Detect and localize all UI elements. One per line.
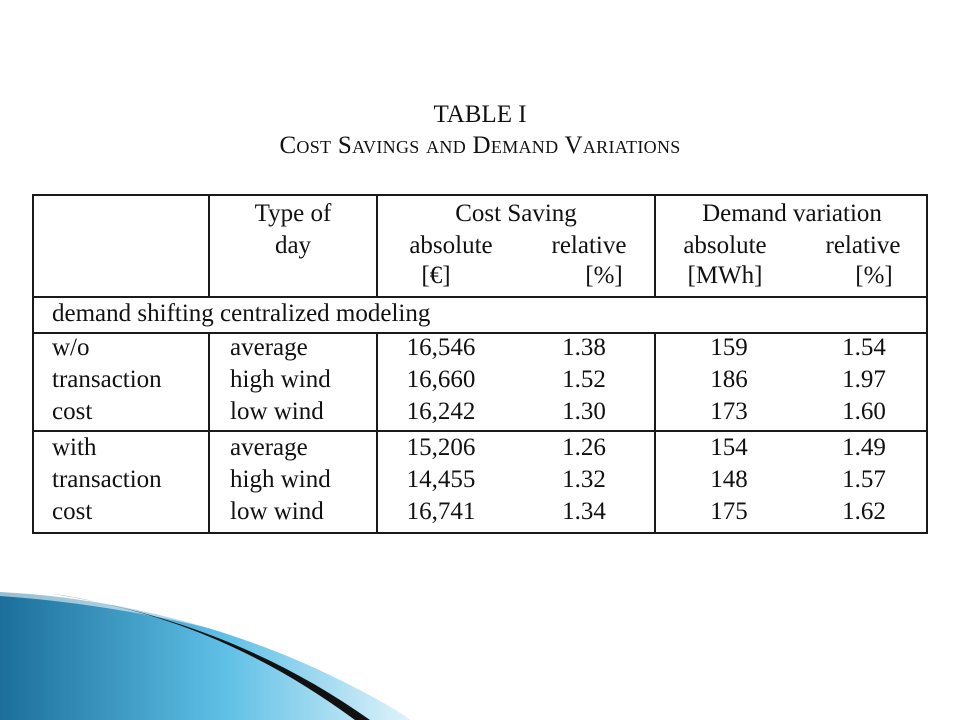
blue-wave-shape xyxy=(0,592,410,720)
table-cell-day: low wind xyxy=(230,498,324,525)
table-cell-day: low wind xyxy=(230,398,324,425)
table-cell-dem-abs: 148 xyxy=(710,466,748,493)
table-cell-cost-abs: 16,242 xyxy=(406,398,476,425)
table-cell-cost-abs: 16,546 xyxy=(406,334,476,361)
header-cost-absolute: absolute xyxy=(409,232,493,259)
table-cell-cost-abs: 16,660 xyxy=(406,366,476,393)
table-cell-cost-abs: 15,206 xyxy=(406,434,476,461)
table-cell-cost-abs: 14,455 xyxy=(406,466,476,493)
table-title: Cost Savings and Demand Variations xyxy=(279,132,681,159)
header-demand-relative: relative xyxy=(825,232,901,259)
group-label-line: transaction xyxy=(52,466,162,493)
group-label-line: cost xyxy=(52,398,93,425)
header-cost-relative: relative xyxy=(551,232,627,259)
table-cell-day: average xyxy=(230,434,308,461)
table-cell-dem-abs: 175 xyxy=(710,498,748,525)
table-cell-dem-rel: 1.60 xyxy=(842,398,886,425)
table-cell-dem-rel: 1.97 xyxy=(842,366,886,393)
table-cell-dem-rel: 1.57 xyxy=(842,466,886,493)
slide-decoration-band xyxy=(0,590,960,720)
header-demand-rel-unit: [%] xyxy=(855,262,893,289)
header-type-of-day-line2: day xyxy=(274,232,312,259)
table-cell-dem-rel: 1.49 xyxy=(842,434,886,461)
column-rule xyxy=(208,332,210,532)
table-caption xyxy=(0,100,960,162)
header-cost-abs-unit: [€] xyxy=(421,262,451,289)
group-label-line: w/o xyxy=(52,334,90,361)
header-demand-variation: Demand variation xyxy=(702,200,882,227)
table-cell-cost-rel: 1.52 xyxy=(562,366,606,393)
header-demand-absolute: absolute xyxy=(683,232,767,259)
header-demand-abs-unit: [MWh] xyxy=(687,262,763,289)
table-cell-dem-abs: 154 xyxy=(710,434,748,461)
table-cell-cost-rel: 1.26 xyxy=(562,434,606,461)
table-cell-dem-abs: 173 xyxy=(710,398,748,425)
header-type-of-day-line1: Type of xyxy=(254,200,332,227)
header-cost-saving: Cost Saving xyxy=(455,200,577,227)
table-cell-cost-rel: 1.32 xyxy=(562,466,606,493)
table-cell-dem-abs: 186 xyxy=(710,366,748,393)
group-label-line: transaction xyxy=(52,366,162,393)
header-cost-rel-unit: [%] xyxy=(585,262,623,289)
table-cell-cost-rel: 1.30 xyxy=(562,398,606,425)
table-cell-dem-rel: 1.54 xyxy=(842,334,886,361)
table-cell-cost-rel: 1.34 xyxy=(562,498,606,525)
column-rule xyxy=(376,332,378,532)
table-number: TABLE I xyxy=(433,101,527,128)
table-cell-day: average xyxy=(230,334,308,361)
table-cell-dem-abs: 159 xyxy=(710,334,748,361)
table-cell-dem-rel: 1.62 xyxy=(842,498,886,525)
section-title: demand shifting centralized modeling xyxy=(52,300,431,327)
column-rule xyxy=(654,332,656,532)
table-cell-day: high wind xyxy=(230,466,331,493)
table-cell-cost-abs: 16,741 xyxy=(406,498,476,525)
table-cell-cost-rel: 1.38 xyxy=(562,334,606,361)
table-cell-day: high wind xyxy=(230,366,331,393)
group-label-line: with xyxy=(52,434,97,461)
group-label-line: cost xyxy=(52,498,93,525)
results-table xyxy=(32,194,928,534)
